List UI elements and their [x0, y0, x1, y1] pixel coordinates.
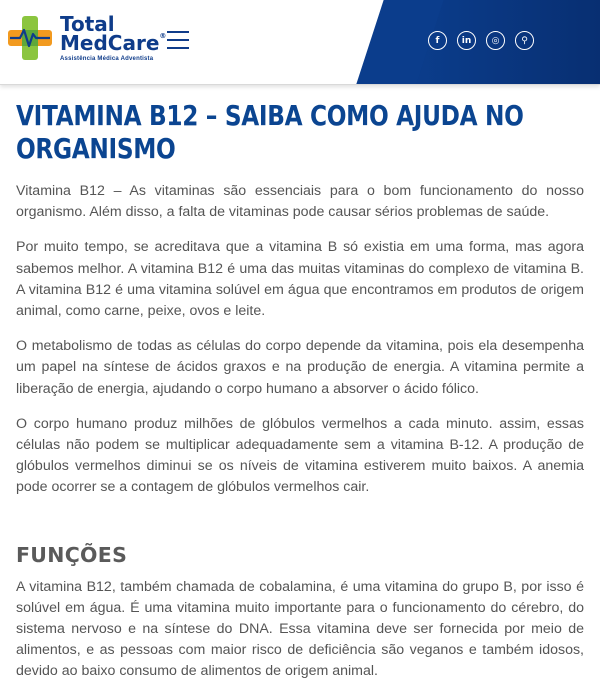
article-paragraph: Vitamina B12 – As vitaminas são essenciais para o bom funcionamento do nosso organismo. Além disso, a falta de vitaminas pode causar sérios problemas de saúde.	[16, 183, 584, 221]
hamburger-menu-button[interactable]	[167, 31, 189, 49]
article	[0, 99, 600, 683]
logo-cross-icon	[8, 16, 52, 60]
logo-word-total: Total	[60, 12, 115, 36]
logo-medcare-text: MedCare	[60, 31, 160, 55]
facebook-icon[interactable]: f	[428, 31, 447, 50]
menu-bar-icon	[167, 39, 189, 41]
logo-tagline: Assistência Médica Adventista	[60, 56, 154, 62]
article-paragraph: O corpo humano produz milhões de glóbulos vermelhos a cada minuto. assim, essas células não podem se multiplicar adequadamente sem a vitamina B-12. A produção de glóbulos vermelhos diminui se os níveis de vitamina estiverem muito baixos. A anemia pode ocorrer se a contagem de glóbulos vermelhos cair.	[16, 415, 584, 496]
article-title: VITAMINA B12 – SAIBA COMO AJUDA NO ORGANISMO	[16, 99, 524, 165]
logo-registered-mark: ®	[159, 32, 167, 40]
search-icon[interactable]: ⚲	[515, 31, 534, 50]
menu-bar-icon	[167, 47, 189, 49]
linkedin-icon[interactable]: in	[457, 31, 476, 50]
menu-bar-icon	[167, 31, 189, 33]
logo[interactable]	[8, 12, 167, 64]
article-paragraph: O metabolismo de todas as células do corpo depende da vitamina, pois ela desempenha um papel na síntese de ácidos graxos e na produção de energia. A vitamina permite a liberação de energia, ajudando o corpo humano a absorver o ácido fólico.	[16, 338, 584, 397]
article-paragraph: Por muito tempo, se acreditava que a vitamina B só existia em uma forma, mas agora sabemos melhor. A vitamina B12 é uma das muitas vitaminas do complexo de vitamina B. A vitamina B12 é uma vitamina solúvel em água que encontramos em produtos de origem animal, como carne, peixe, ovos e leite.	[16, 239, 584, 320]
logo-word-medcare	[60, 33, 166, 53]
section-heading-funcoes: FUNÇÕES	[16, 542, 128, 567]
instagram-icon[interactable]: ◎	[486, 31, 505, 50]
site-header	[0, 0, 600, 85]
article-paragraph: A vitamina B12, também chamada de cobalamina, é uma vitamina do grupo B, por isso é solúvel em água. É uma vitamina muito importante para o funcionamento do cérebro, do sistema nervoso e na síntese do DNA. Essa vitamina deve ser fornecida por meio de alimentos, e as pessoas com maior risco de deficiência são veganos e também idosos, devido ao baixo consumo de alimentos de origem animal.	[16, 578, 584, 680]
social-links	[428, 31, 534, 50]
logo-text	[60, 14, 166, 62]
